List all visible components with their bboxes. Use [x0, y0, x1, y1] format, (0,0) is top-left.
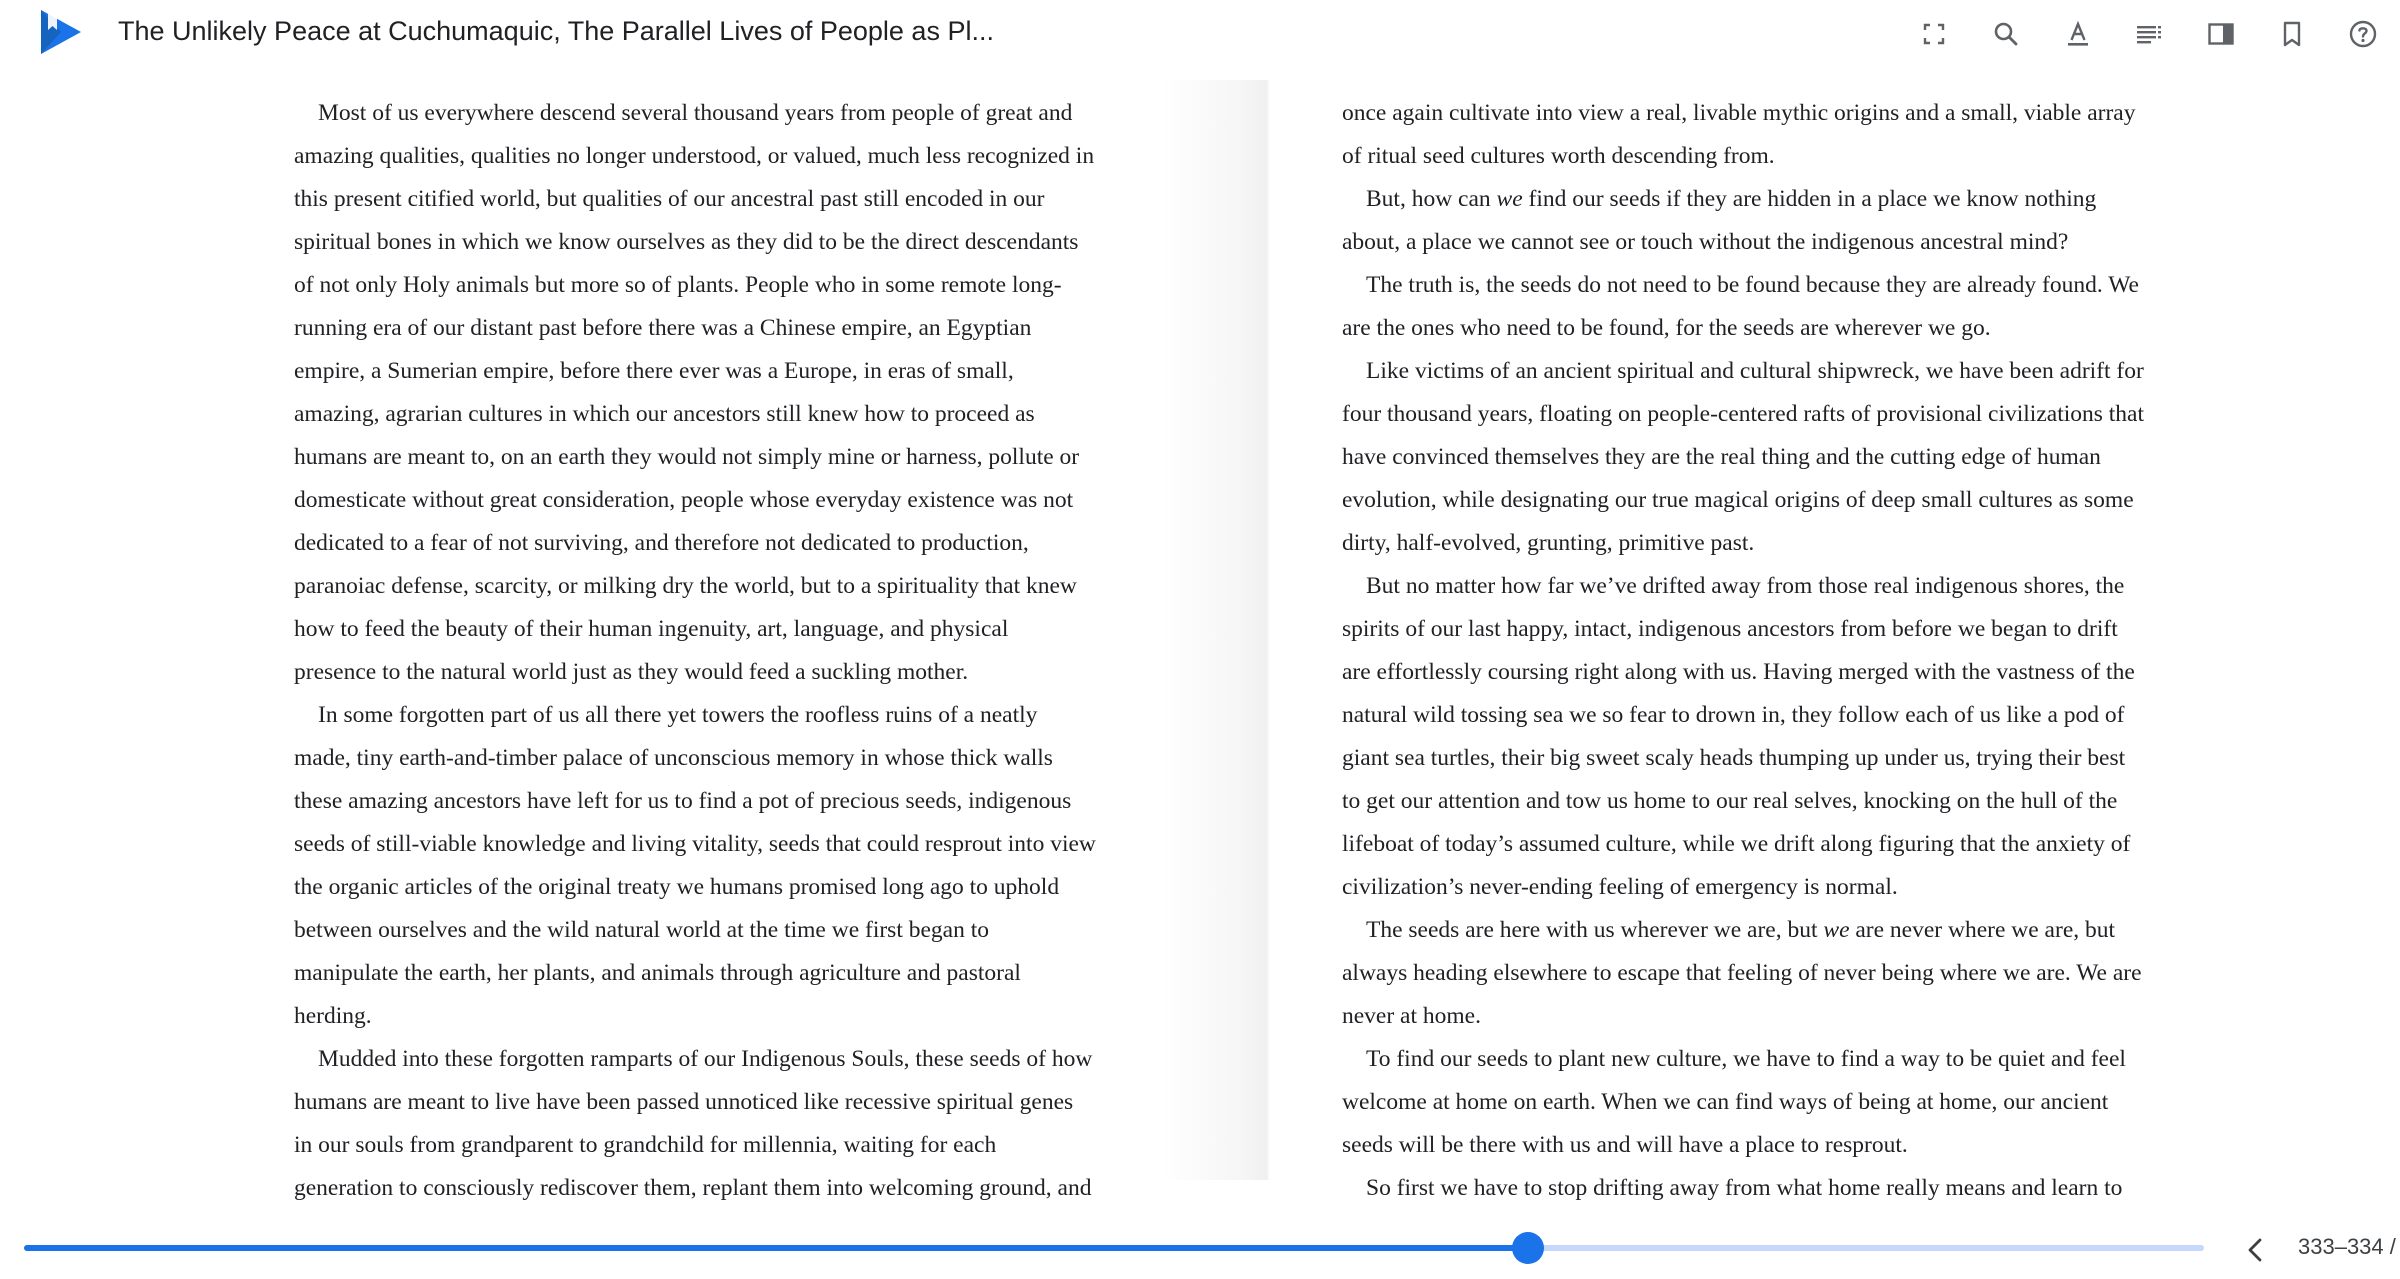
- display-options-button[interactable]: [2056, 12, 2100, 56]
- table-of-contents-icon: [2133, 18, 2165, 50]
- search-button[interactable]: [1984, 12, 2028, 56]
- bookmark-icon: [2276, 18, 2308, 50]
- paragraph: The truth is, the seeds do not need to be found because they are already found. We are the ones who need to be found, for the seeds are wherever we go.: [1342, 272, 2139, 341]
- paragraph: [1342, 909, 2252, 1038]
- emphasis-text: we: [1823, 917, 1850, 943]
- progress-fill: [24, 1245, 1528, 1251]
- notes-panel-button[interactable]: [2199, 12, 2243, 56]
- paragraph: To find our seeds to plant new culture, we have to find a way to be quiet and feel welcome at home on earth. When we can find ways of being at home, our ancient seeds will be there with us and will have a place to resprout.: [1342, 1046, 2126, 1158]
- chevron-left-icon: [2240, 1234, 2272, 1266]
- left-page: [294, 92, 1204, 1210]
- paragraph: [1342, 178, 2252, 264]
- paragraph: once again cultivate into view a real, livable mythic origins and a small, viable array of ritual seed cultures worth descending from.: [1342, 100, 2136, 169]
- paragraph: But no matter how far we’ve drifted away from those real indigenous shores, the spirits of our last happy, intact, indigenous ancestors from before we began to drift are effortlessly coursing right along with us. Having merged with the vastness of the natural wild tossing sea we so fear to drown in, they follow each of us like a pod of giant sea turtles, their big sweet scaly heads thumping up under us, trying their best to get our attention and tow us home to our real selves, knocking on the hull of the lifeboat of today’s assumed culture, while we drift along figuring that the anxiety of civilization’s never-ending feeling of emergency is normal.: [1342, 573, 2135, 900]
- paragraph: Like victims of an ancient spiritual and cultural shipwreck, we have been adrift for four thousand years, floating on people-centered rafts of provisional civilizations that have convinced themselves they are the real thing and the cutting edge of human evolution, while designating our true magical origins of deep small cultures as some dirty, half-evolved, grunting, primitive past.: [1342, 358, 2145, 556]
- text-run: But, how can: [1366, 186, 1497, 212]
- fullscreen-button[interactable]: [1912, 12, 1956, 56]
- bottom-navigation-bar: [0, 1220, 2400, 1279]
- help-icon: [2347, 18, 2379, 50]
- previous-page-button[interactable]: [2236, 1230, 2276, 1270]
- reading-progress-slider[interactable]: [24, 1245, 2204, 1251]
- text-run: The seeds are here with us wherever we are, but: [1366, 917, 1824, 943]
- book-title: The Unlikely Peace at Cuchumaquic, The Parallel Lives of People as Pl...: [118, 16, 994, 46]
- right-page: [1342, 92, 2252, 1210]
- paragraph: In some forgotten part of us all there yet towers the roofless ruins of a neatly made, tiny earth-and-timber palace of unconscious memory in whose thick walls these amazing ancestors have left for us to find a pot of precious seeds, indigenous seeds of still-viable knowledge and living vitality, seeds that could resprout into view the organic articles of the original treaty we humans promised long ago to uphold between ourselves and the wild natural world at the time we first began to manipulate the earth, her plants, and animals through agriculture and pastoral herding.: [294, 702, 1096, 1029]
- fullscreen-icon: [1918, 18, 1950, 50]
- play-books-logo-icon[interactable]: [38, 8, 84, 56]
- paragraph: Most of us everywhere descend several thousand years from people of great and amazing qualities, qualities no longer understood, or valued, much less recognized in this present citified world, but qualities of our ancestral past still encoded in our spiritual bones in which we know ourselves as they did to be the direct descendants of not only Holy animals but more so of plants. People who in some remote long- running era of our distant past before there was a Chinese empire, an Egyptian empire, a Sumerian empire, before there ever was a Europe, in eras of small, amazing, agrarian cultures in which our ancestors still knew how to proceed as humans are meant to, on an earth they would not simply mine or harness, pollute or domesticate without great consideration, people whose everyday existence was not dedicated to a fear of not surviving, and therefore not dedicated to production, paranoiac defense, scarcity, or milking dry the world, but to a spirituality that knew how to feed the beauty of their human ingenuity, art, language, and physical presence to the natural world just as they would feed a suckling mother.: [294, 100, 1095, 685]
- text-format-icon: [2062, 18, 2094, 50]
- top-app-bar: [0, 0, 2400, 68]
- side-panel-icon: [2205, 18, 2237, 50]
- page-range-indicator: 333–334 /: [2298, 1234, 2396, 1259]
- paragraph: Mudded into these forgotten ramparts of our Indigenous Souls, these seeds of how humans are meant to live have been passed unnoticed like recessive spiritual genes in our souls from grandparent to grandchild for millennia, waiting for each generation to consciously rediscover them, replant them into welcoming ground, and: [294, 1046, 1093, 1201]
- paragraph: So first we have to stop drifting away from what home really means and learn to: [1366, 1175, 2123, 1201]
- progress-thumb[interactable]: [1512, 1232, 1544, 1264]
- search-icon: [1990, 18, 2022, 50]
- emphasis-text: we: [1496, 186, 1523, 212]
- table-of-contents-button[interactable]: [2127, 12, 2171, 56]
- bookmark-button[interactable]: [2270, 12, 2314, 56]
- text-run: find our seeds if they are hidden in a place we know nothing about, a place we cannot see or touch without the indigenous ancestral mind?: [1342, 186, 2097, 255]
- text-run: are never where we are, but always heading elsewhere to escape that feeling of never being where we are. We are never at home.: [1342, 917, 2142, 1029]
- help-button[interactable]: [2341, 12, 2385, 56]
